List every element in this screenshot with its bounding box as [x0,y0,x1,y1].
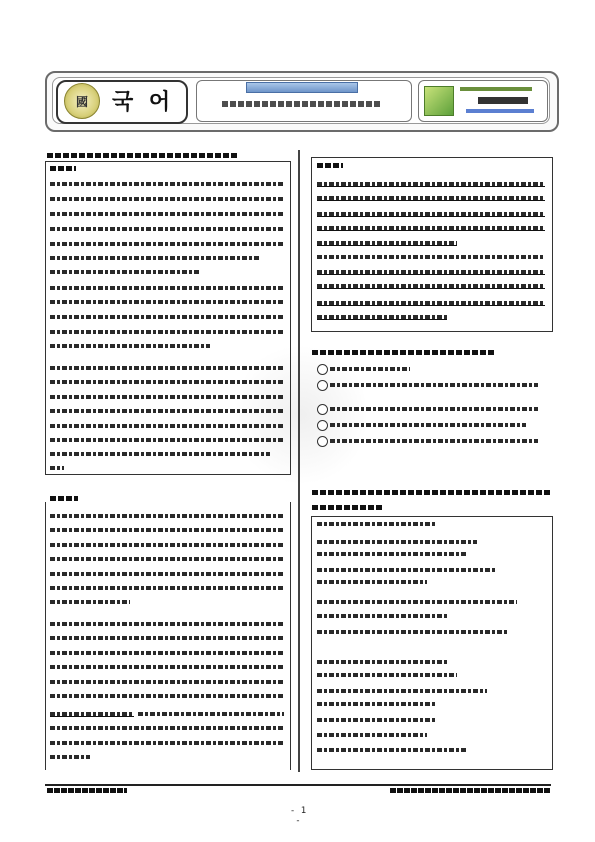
exam-title-tab [246,82,358,93]
passage-label [317,163,343,168]
exam-title-text [222,101,382,107]
question-heading [47,153,237,158]
choice-text [330,367,410,371]
footer-right-text [390,788,550,793]
logo-line [466,109,534,113]
footer-rule [45,784,551,786]
choice-marker [317,420,328,431]
logo-line [478,97,528,104]
choice-marker [317,364,328,375]
choice-text [330,423,526,427]
footer-left-text [47,788,127,793]
choice-marker [317,404,328,415]
choice-text [330,407,538,411]
column-divider [298,150,300,772]
passage-label [50,496,78,501]
logo-line [460,87,532,91]
logo-icon [424,86,454,116]
subject-title: 국 어 [112,90,175,115]
passage-label [50,166,76,171]
choice-text [330,439,538,443]
page-number: - 1 - [289,806,307,826]
choice-marker [317,380,328,391]
subject-badge: 國 [64,83,100,119]
choice-text [330,383,538,387]
choice-marker [317,436,328,447]
question-stem [312,350,494,355]
